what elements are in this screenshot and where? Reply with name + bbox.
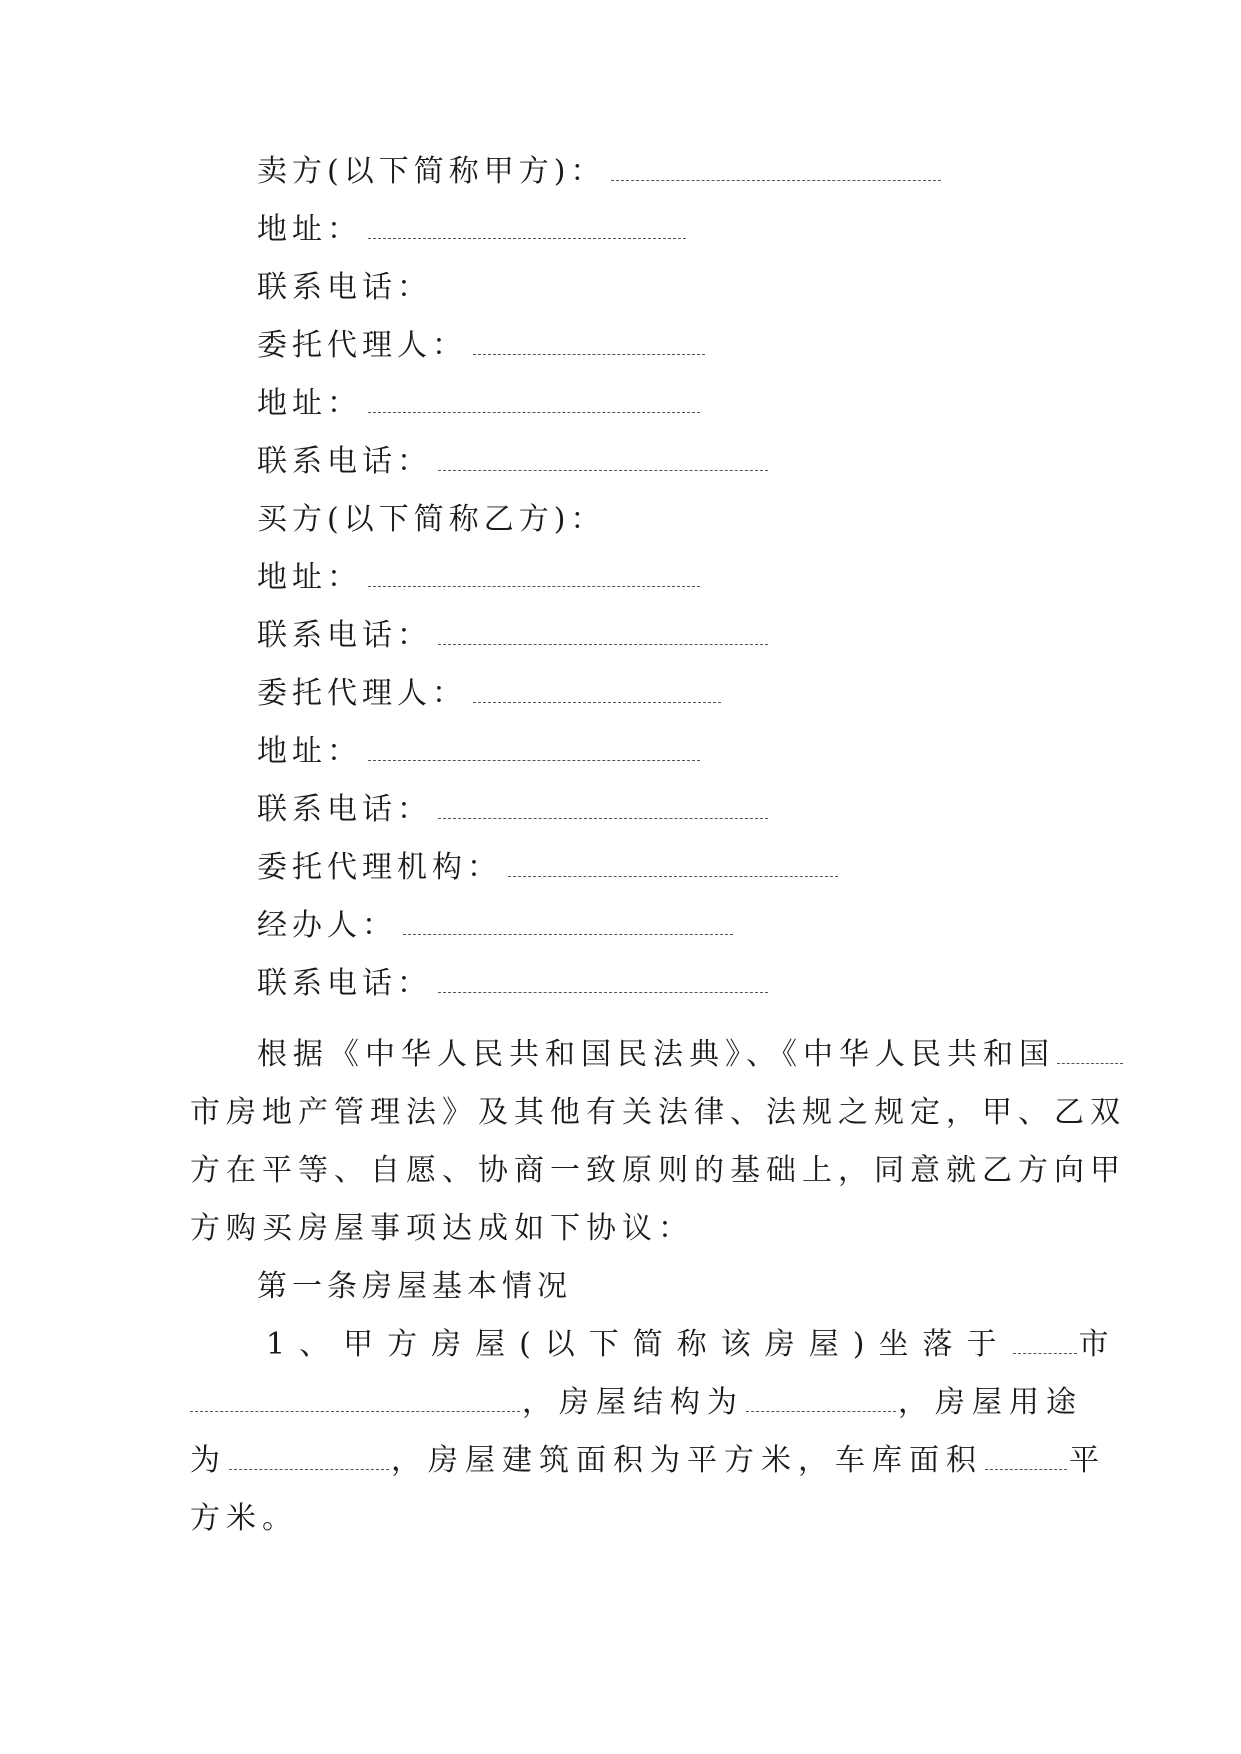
agency-blank [508, 870, 838, 877]
seller-address-blank [368, 232, 686, 239]
agency-phone-blank [438, 986, 768, 993]
article-1-p3-area-text: ，房屋建筑面积为平方米，车库面积 [391, 1443, 983, 1478]
agency-label: 委托代理机构： [257, 850, 502, 885]
intro-line-2-text: 市房地产管理法》及其他有关法律、法规之规定，甲、乙双 [190, 1095, 1126, 1130]
agency-phone-line [257, 964, 768, 1004]
article-1-title [257, 1267, 572, 1307]
buyer-agent-phone-line [257, 790, 768, 830]
article-1-p3-usage: 为 [190, 1443, 227, 1478]
buyer-agent-phone-label: 联系电话： [257, 792, 432, 827]
seller-agent-label: 委托代理人： [257, 328, 467, 363]
buyer-agent-address-line [257, 732, 700, 772]
seller-address-line [257, 210, 686, 250]
article-1-p1 [266, 1325, 1123, 1365]
seller-agent-address-label: 地址： [257, 386, 362, 421]
usage-blank [229, 1463, 389, 1470]
location-address-blank [190, 1405, 520, 1412]
buyer-phone-label: 联系电话： [257, 618, 432, 653]
handler-label: 经办人： [257, 908, 397, 943]
intro-line-3-text: 方在平等、自愿、协商一致原则的基础上，同意就乙方向甲 [190, 1153, 1126, 1188]
structure-blank [746, 1405, 896, 1412]
handler-line [257, 906, 733, 946]
article-1-p1-text: 1、甲方房屋(以下简称该房屋)坐落于 [266, 1327, 1011, 1362]
seller-line [257, 152, 941, 192]
buyer-agent-line [257, 674, 721, 714]
article-1-p2 [190, 1383, 1083, 1423]
location-city-blank [1013, 1347, 1077, 1354]
seller-phone-line [257, 268, 432, 308]
intro-line-3 [190, 1151, 1126, 1191]
article-1-p3-unit: 平 [1069, 1443, 1106, 1478]
seller-agent-address-line [257, 384, 700, 424]
seller-label: 卖方(以下简称甲方)： [257, 154, 606, 189]
buyer-phone-blank [438, 638, 768, 645]
intro-line-2 [190, 1093, 1126, 1133]
buyer-phone-line [257, 616, 768, 656]
intro-line-1 [257, 1035, 1125, 1075]
agency-line [257, 848, 838, 888]
buyer-address-label: 地址： [257, 560, 362, 595]
article-1-p4-text: 方米。 [190, 1501, 298, 1536]
article-1-p3 [190, 1441, 1106, 1481]
seller-name-blank [611, 174, 941, 181]
seller-agent-phone-label: 联系电话： [257, 444, 432, 479]
buyer-address-line [257, 558, 700, 598]
buyer-agent-address-label: 地址： [257, 734, 362, 769]
buyer-label: 买方(以下简称乙方)： [257, 502, 606, 537]
intro-line-4-text: 方购买房屋事项达成如下协议： [190, 1211, 694, 1246]
seller-phone-label: 联系电话： [257, 270, 432, 305]
buyer-agent-phone-blank [438, 812, 768, 819]
seller-address-label: 地址： [257, 212, 362, 247]
buyer-agent-address-blank [368, 754, 700, 761]
buyer-line [257, 500, 605, 540]
buyer-agent-label: 委托代理人： [257, 676, 467, 711]
article-1-title-text: 第一条房屋基本情况 [257, 1269, 572, 1304]
article-1-p4 [190, 1499, 298, 1539]
buyer-agent-blank [473, 696, 721, 703]
seller-agent-phone-line [257, 442, 768, 482]
intro-line-4 [190, 1209, 694, 1249]
intro-line-1-text: 根据《中华人民共和国民法典》、《中华人民共和国 [257, 1037, 1055, 1072]
seller-agent-phone-blank [438, 464, 768, 471]
buyer-address-blank [368, 580, 700, 587]
article-1-p2-usage-label: ，房屋用途 [898, 1385, 1083, 1420]
handler-blank [403, 928, 733, 935]
intro-city-blank [1057, 1057, 1123, 1064]
article-1-p1-city: 市 [1078, 1327, 1123, 1362]
seller-agent-address-blank [368, 406, 700, 413]
seller-agent-blank [473, 348, 705, 355]
seller-agent-line [257, 326, 705, 366]
article-1-p2-structure-label: ，房屋结构为 [522, 1385, 744, 1420]
agency-phone-label: 联系电话： [257, 966, 432, 1001]
garage-area-blank [985, 1463, 1067, 1470]
